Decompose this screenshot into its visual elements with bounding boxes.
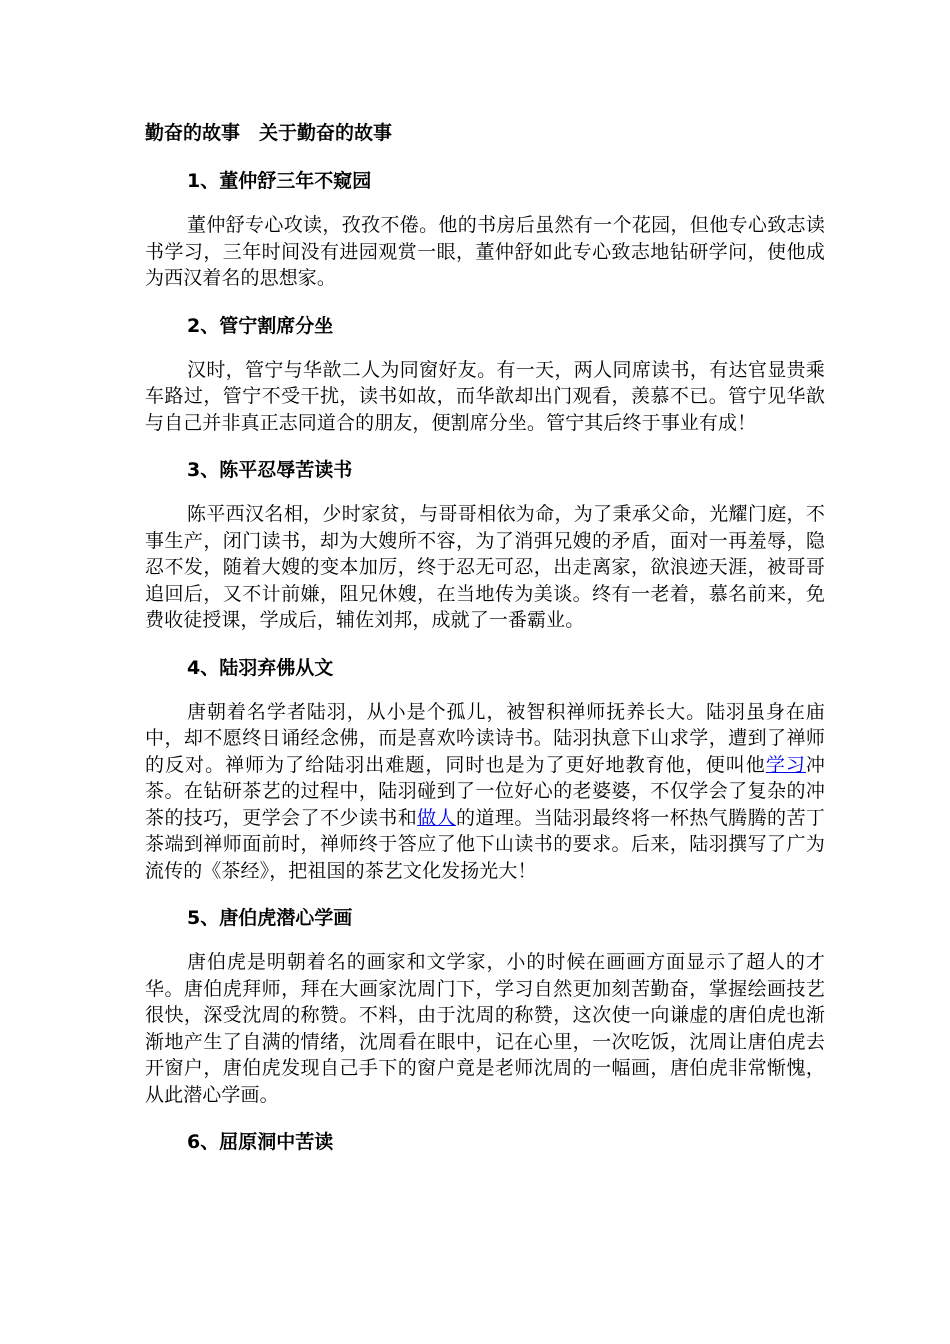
study-link[interactable]: 学习: [765, 753, 806, 776]
section-heading-2: 2、管宁割席分坐: [187, 314, 334, 337]
section-heading-5: 5、唐伯虎潜心学画: [187, 907, 353, 929]
paragraph-text: 唐朝着名学者陆羽，从小是个孤儿，被智积禅师抚养长大。陆羽虽身在庙中，却不愿终日诵经念佛，而是喜欢吟读诗书。陆羽执意下山求学，遭到了禅师的反对。禅师为了给陆羽出难题，同时也是为了更好地教育他，便叫他: [145, 700, 825, 776]
section-heading-3: 3、陈平忍辱苦读书: [187, 459, 353, 481]
section-paragraph-5: 唐伯虎是明朝着名的画家和文学家，小的时候在画画方面显示了超人的才华。唐伯虎拜师，拜在大画家沈周门下，学习自然更加刻苦勤奋，掌握绘画技艺很快，深受沈周的称赞。不料，由于沈周的称赞，这次使一向谦虚的唐伯虎也渐渐地产生了自满的情绪，沈周看在眼中，记在心里，一次吃饭，沈周让唐伯虎去开窗户，唐伯虎发现自己手下的窗户竟是老师沈周的一幅画，唐伯虎非常惭愧，从此潜心学画。: [145, 951, 825, 1106]
section-paragraph-3: 陈平西汉名相，少时家贫，与哥哥相依为命，为了秉承父命，光耀门庭，不事生产，闭门读书，却为大嫂所不容，为了消弭兄嫂的矛盾，面对一再羞辱，隐忍不发，随着大嫂的变本加厉，终于忍无可忍，出走离家，欲浪迹天涯，被哥哥追回后，又不计前嫌，阻兄休嫂，在当地传为美谈。终有一老着，慕名前来，免费收徒授课，学成后，辅佐刘邦，成就了一番霸业。: [145, 503, 825, 631]
section-heading-4: 4、陆羽弃佛从文: [187, 656, 334, 679]
section-heading-1: 1、董仲舒三年不窥园: [187, 170, 372, 192]
document-title: 勤奋的故事 关于勤奋的故事: [145, 122, 393, 144]
paragraph-text: 的道理。当陆羽最终将一杯热气腾腾的苦丁茶端到禅师面前时，禅师终于答应了他下山读书的要求。后来，陆羽撰写了广为流传的《茶经》，把祖国的茶艺文化发扬光大！: [145, 806, 826, 882]
section-paragraph-1: 董仲舒专心攻读，孜孜不倦。他的书房后虽然有一个花园，但他专心致志读书学习，三年时间没有进园观赏一眼，董仲舒如此专心致志地钻研学问，使他成为西汉着名的思想家。: [145, 214, 825, 289]
section-paragraph-4: [145, 699, 825, 885]
conduct-link[interactable]: 做人: [417, 806, 457, 829]
section-heading-6: 6、屈原洞中苦读: [187, 1131, 334, 1153]
paragraph-text: 冲茶。在钻研茶艺的过程中，陆羽碰到了一位好心的老婆婆，不仅学会了复杂的冲茶的技巧，更学会了不少读书和: [145, 753, 825, 829]
section-paragraph-2: 汉时，管宁与华歆二人为同窗好友。有一天，两人同席读书，有达官显贵乘车路过，管宁不受干扰，读书如故，而华歆却出门观看，羡慕不已。管宁见华歆与自己并非真正志同道合的朋友，便割席分坐。管宁其后终于事业有成！: [145, 358, 825, 434]
document-page: [145, 120, 825, 1173]
